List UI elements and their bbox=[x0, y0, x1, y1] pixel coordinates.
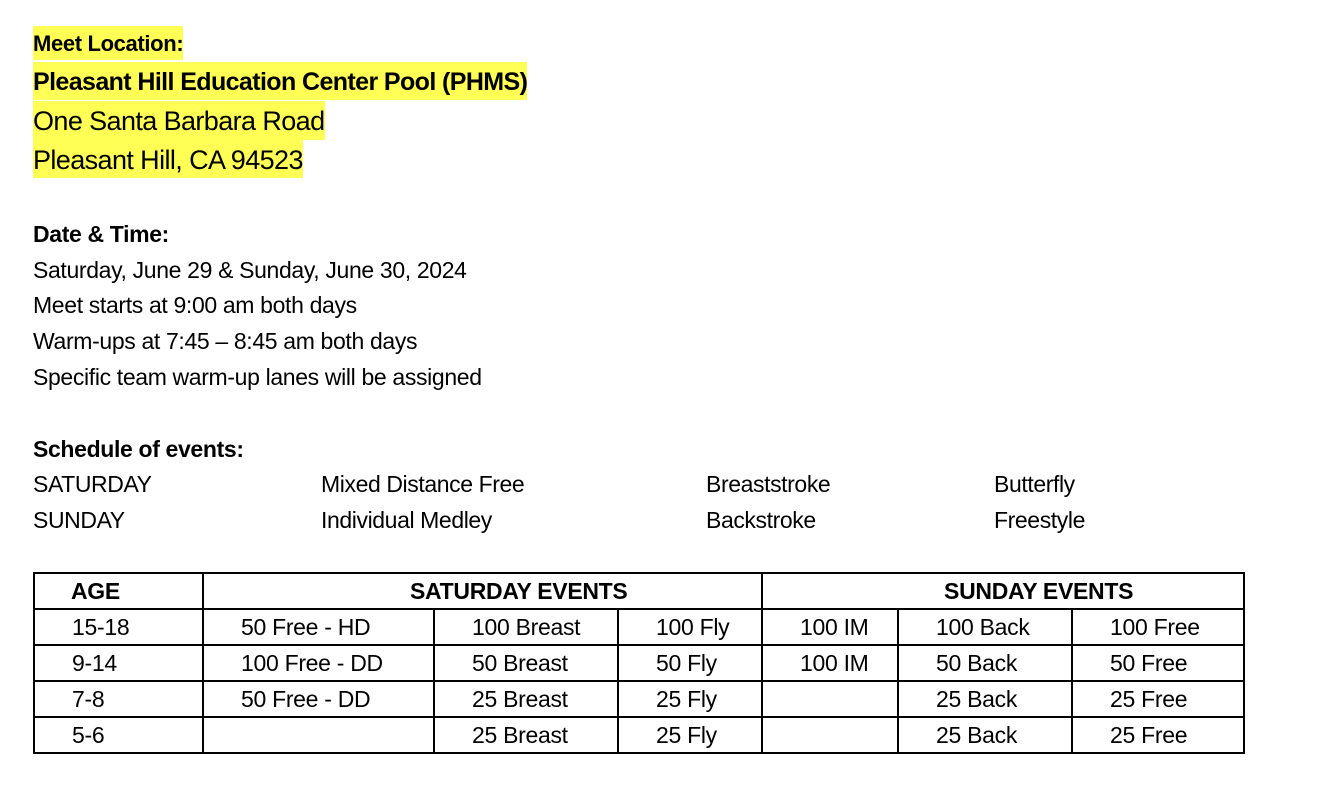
event-cell: 50 Free - DD bbox=[203, 681, 434, 717]
date-line: Saturday, June 29 & Sunday, June 30, 2024 bbox=[33, 257, 467, 283]
event-cell: 50 Fly bbox=[618, 645, 762, 681]
age-cell: 7-8 bbox=[34, 681, 203, 717]
age-cell: 9-14 bbox=[34, 645, 203, 681]
event-cell: 100 IM bbox=[762, 609, 898, 645]
age-cell: 15-18 bbox=[34, 609, 203, 645]
event-cell: 25 Fly bbox=[618, 717, 762, 753]
schedule-event: Butterfly bbox=[994, 471, 1075, 497]
schedule-row-sunday bbox=[0, 502, 1320, 538]
warmup-time-line: Warm-ups at 7:45 – 8:45 am both days bbox=[33, 328, 418, 354]
table-header-row bbox=[34, 573, 1244, 609]
schedule-event: Individual Medley bbox=[321, 507, 492, 533]
schedule-heading: Schedule of events: bbox=[33, 436, 244, 462]
schedule-day: SATURDAY bbox=[33, 471, 152, 497]
event-cell: 25 Back bbox=[898, 717, 1072, 753]
meet-location-heading: Meet Location: bbox=[33, 26, 183, 60]
event-cell: 100 Fly bbox=[618, 609, 762, 645]
schedule-event: Freestyle bbox=[994, 507, 1085, 533]
venue-city: Pleasant Hill, CA 94523 bbox=[33, 140, 303, 178]
events-table bbox=[33, 572, 1245, 754]
event-cell bbox=[762, 717, 898, 753]
event-cell: 100 Free - DD bbox=[203, 645, 434, 681]
table-row bbox=[34, 717, 1244, 753]
schedule-event: Breaststroke bbox=[706, 471, 831, 497]
event-cell bbox=[762, 681, 898, 717]
event-cell: 25 Free bbox=[1072, 681, 1244, 717]
event-cell bbox=[203, 717, 434, 753]
event-cell: 50 Free - HD bbox=[203, 609, 434, 645]
warmup-lanes-line: Specific team warm-up lanes will be assigned bbox=[33, 364, 482, 390]
age-cell: 5-6 bbox=[34, 717, 203, 753]
event-cell: 25 Back bbox=[898, 681, 1072, 717]
venue-street: One Santa Barbara Road bbox=[33, 101, 325, 140]
event-cell: 50 Breast bbox=[434, 645, 618, 681]
table-row bbox=[34, 609, 1244, 645]
schedule-day: SUNDAY bbox=[33, 507, 125, 533]
venue-name: Pleasant Hill Education Center Pool (PHMS) bbox=[33, 62, 527, 100]
event-cell: 50 Back bbox=[898, 645, 1072, 681]
sunday-events-header: SUNDAY EVENTS bbox=[762, 573, 1244, 609]
start-time-line: Meet starts at 9:00 am both days bbox=[33, 292, 357, 318]
table-row bbox=[34, 681, 1244, 717]
event-cell: 25 Free bbox=[1072, 717, 1244, 753]
event-cell: 100 IM bbox=[762, 645, 898, 681]
event-cell: 25 Breast bbox=[434, 717, 618, 753]
schedule-event: Mixed Distance Free bbox=[321, 471, 525, 497]
date-time-heading: Date & Time: bbox=[33, 221, 169, 247]
event-cell: 100 Breast bbox=[434, 609, 618, 645]
event-cell: 100 Free bbox=[1072, 609, 1244, 645]
table-row bbox=[34, 645, 1244, 681]
saturday-events-header: SATURDAY EVENTS bbox=[203, 573, 762, 609]
event-cell: 25 Breast bbox=[434, 681, 618, 717]
schedule-event: Backstroke bbox=[706, 507, 816, 533]
event-cell: 50 Free bbox=[1072, 645, 1244, 681]
age-header: AGE bbox=[34, 573, 203, 609]
schedule-row-saturday bbox=[0, 466, 1320, 502]
event-cell: 25 Fly bbox=[618, 681, 762, 717]
event-cell: 100 Back bbox=[898, 609, 1072, 645]
